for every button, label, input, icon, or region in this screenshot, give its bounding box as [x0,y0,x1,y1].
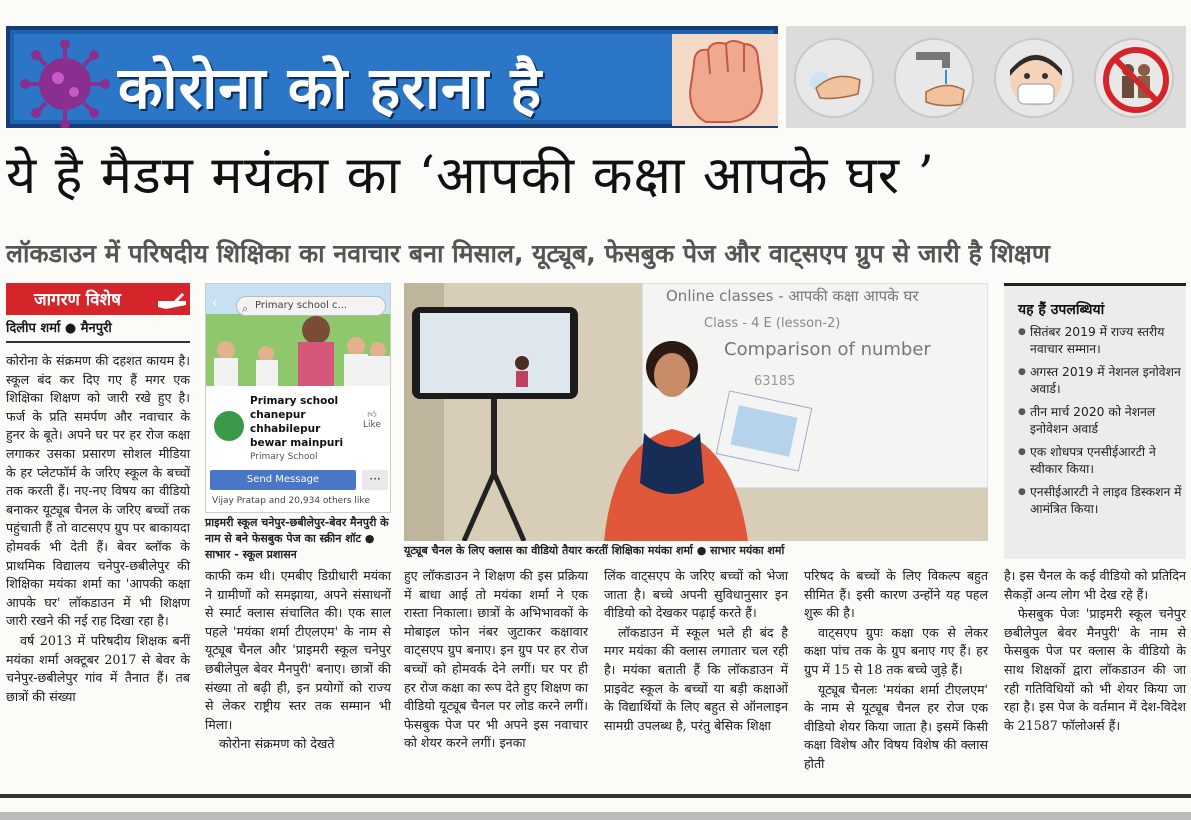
send-message-button[interactable]: Send Message [210,470,356,490]
section-tag [6,283,190,315]
facebook-page-screenshot [205,283,391,513]
article-paragraph: वर्ष 2013 में परिषदीय शिक्षक बनीं मयंका शर्मा अक्टूबर 2017 से बेवर के चनेपुर-छबीलेपुर गांव में तैनात हैं। तब छात्रों की संख्या [6,632,190,704]
virus-icon [20,40,110,128]
more-options-button[interactable]: ··· [362,470,388,490]
article-paragraph: लॉकडाउन में स्कूल भले ही बंद है मगर मयंका की क्लास लगातार चल रही है। मयंका बताती हैं कि लॉकडाउन में प्राइवेट स्कूल के बच्चों या बड़ी कक्षाओं के विद्यार्थियों के लिए बहुत से ऑनलाइन सामग्री उपलब्ध है, परंतु बेसिक शिक्षा [604,624,788,733]
article-column-3 [404,567,588,754]
hand-wash-icon [794,38,874,118]
article-paragraph: फेसबुक पेजः 'प्राइमरी स्कूल चनेपुर छबीलेपुल बेवर मैनपुरी' के नाम से फेसबुक पेज पर क्लास के वीडियो के साथ शिक्षकों द्वारा लॉकडाउन की जा रही गतिविधियों को भी शेयर किया जा रहा है। इस पेज के वर्तमान में देश-विदेश के 21587 फॉलोअर्स हैं। [1004,606,1186,733]
page-likes-text: Vijay Pratap and 20,934 others like [212,496,370,506]
achievements-list [1018,324,1182,524]
headline: ये है मैडम मयंका का ‘आपकी कक्षा आपके घर ’ [6,146,936,206]
page-name[interactable]: Primary school chanepur chhabilepur bewar mainpuri [250,395,344,449]
subheadline: लॉकडाउन में परिषदीय शिक्षिका का नवाचार बना मिसाल, यूट्यूब, फेसबुक पेज और वाट्सएप ग्रुप से जारी है शिक्षण [6,239,1050,268]
article-paragraph: वाट्सएप ग्रुपः कक्षा एक से लेकर कक्षा पांच तक के ग्रुप बनाए गए हैं। हर ग्रुप में 15 से 18 तक बच्चे जुड़े हैं। [804,624,988,677]
banner-title-panel [6,26,778,128]
board-line-3: Comparison of number [724,339,931,360]
search-icon: ⌕ [242,302,249,315]
thumbs-up-icon: 👍︎ [367,410,377,420]
corona-banner [6,26,1186,128]
banner-title-inner [14,34,690,120]
board-line-4: 63185 [754,374,796,389]
article-paragraph: काफी कम थी। एमबीए डिग्रीधारी मयंका ने ग्रामीणों को समझाया, अपने संसाधनों से स्मार्ट क्लास संचालित की। एक साल पहले 'मयंका शर्मा टीएलएम' के नाम से यूट्यूब चैनल और 'प्राइमरी स्कूल चनेपुर छबीलेपुल बेवर मैनपुरी' बनाए। छात्रों की संख्या तो बढ़ी ही, इन प्रयोगों को राज्य से लेकर राष्ट्रीय स्तर तक सम्मान भी मिला। [205,568,391,732]
pointing-hand-icon [156,287,188,311]
precaution-icons [786,26,1186,128]
next-article-strip [0,812,1191,820]
article-paragraph: हुए लॉकडाउन ने शिक्षण की इस प्रक्रिया में बाधा आई तो मयंका शर्मा ने एक रास्ता निकाला। छात्रों के अभिभावकों के मोबाइल फोन नंबर जुटाकर कक्षावार वाट्सएप ग्रुप बनाए। इन ग्रुप पर हर रोज बच्चों को होमवर्क देने लगीं। घर पर ही हर रोज कक्षा का रूप देते हुए शिक्षण का वीडियो यूट्यूब चैनल पर लोड करने लगीं। फेसबुक पेज पर भी अपने इस नवाचार को शेयर करने लगीं। इनका [404,568,588,751]
achievement-item: ● तीन मार्च 2020 को नेशनल इनोवेशन अवार्ड [1018,404,1182,438]
article-column-4 [604,567,788,736]
article-paragraph: है। इस चैनल के कई वीडियो को प्रतिदिन सैकड़ों अन्य लोग भी देख रहे हैं। [1004,568,1186,602]
photo-caption: यूट्यूब चैनल के लिए क्लास का वीडियो तैयार करतीं शिक्षिका मयंका शर्मा ● साभार मयंका शर्मा [404,544,785,557]
article-paragraph: कोरोना के संक्रमण की दहशत कायम है। स्कूल बंद कर दिए गए हैं मगर एक शिक्षिका शिक्षण को जारी रखे हुए है। फर्ज के प्रति समर्पण और नवाचार के हुनर के बूते। अपने घर पर हर रोज कक्षा लगाकर उसका प्रसारण सोशल मीडिया के हर प्लेटफॉर्म के जरिए स्कूल के बच्चों तक करती हैं। नए-नए विषय का वीडियो बनाकर यूट्यूब चैनल के जरिए बच्चों तक पहुंचाती हैं तो वाटसएप ग्रुप पर बाकायदा होमवर्क भी देती हैं। बेवर ब्लॉक के प्राथमिक विद्यालय चनेपुर-छबीलेपुर की शिक्षिका मयंका शर्मा का 'आपकी कक्षा आपके घर' लॉकडाउन में भी शिक्षण जारी रखने की नई राह दिखा रहा है। [6,353,190,629]
article-column-5 [804,567,988,775]
article-column-1 [6,352,190,707]
back-arrow-icon[interactable]: ‹ [212,296,218,311]
article-paragraph: कोरोना संक्रमण को देखते [219,736,335,752]
facebook-caption: प्राइमरी स्कूल चनेपुर-छबीलेपुर-बेवर मैनपुरी के नाम से बने फेसबुक पेज का स्क्रीन शॉट ● साभार - स्कूल प्रशासन [205,516,389,561]
board-line-1: Online classes - आपकी कक्षा आपके घर [666,287,919,305]
fist-icon [672,34,778,126]
article-paragraph: परिषद के बच्चों के लिए विकल्प बहुत सीमित हैं। इसी कारण उन्होंने यह पहल शुरू की है। [804,568,988,621]
achievements-title: यह हैं उपलब्धियां [1018,302,1105,318]
like-label: Like [363,420,381,430]
byline-divider [6,341,190,343]
achievement-item: ● एक शोधपत्र एनसीईआरटी ने स्वीकार किया। [1018,444,1182,478]
page-category: Primary School [250,452,318,462]
board-line-2: Class - 4 E (lesson-2) [704,316,841,331]
tap-wash-icon [894,38,974,118]
achievement-item: ● अगस्त 2019 में नेशनल इनोवेशन अवार्ड। [1018,364,1182,398]
teacher-photo [404,283,988,541]
facebook-search-text: Primary school c... [255,300,348,311]
article-column-6 [1004,567,1186,736]
like-button[interactable] [358,410,386,430]
article-paragraph: यूट्यूब चैनलः 'मयंका शर्मा टीएलएम' के नाम से यूट्यूब चैनल हर रोज एक वीडियो शेयर किया जाता है। इसमें किसी कक्षा विशेष और विषय विशेष की क्लास होती [804,681,988,771]
page-divider [0,794,1191,798]
achievement-item: ● एनसीईआरटी ने लाइव डिस्कशन में आमंत्रित किया। [1018,484,1182,518]
achievements-box [1004,283,1186,559]
article-column-2 [205,567,391,755]
facebook-search-bar[interactable] [236,296,386,316]
page-avatar[interactable] [212,409,246,443]
banner-title: कोरोना को हराना है [118,54,543,122]
byline: दिलीप शर्मा ● मैनपुरी [6,321,112,336]
no-gathering-icon [1094,38,1174,118]
achievement-item: ● सितंबर 2019 में राज्य स्तरीय नवाचार सम्मान। [1018,324,1182,358]
article-paragraph: लिंक वाट्सएप के जरिए बच्चों को भेजा जाता है। बच्चे अपनी सुविधानुसार इन वीडियो को देखकर पढ़ाई करते हैं। [604,568,788,621]
section-tag-label: जागरण विशेष [34,290,121,310]
mask-icon [994,38,1074,118]
